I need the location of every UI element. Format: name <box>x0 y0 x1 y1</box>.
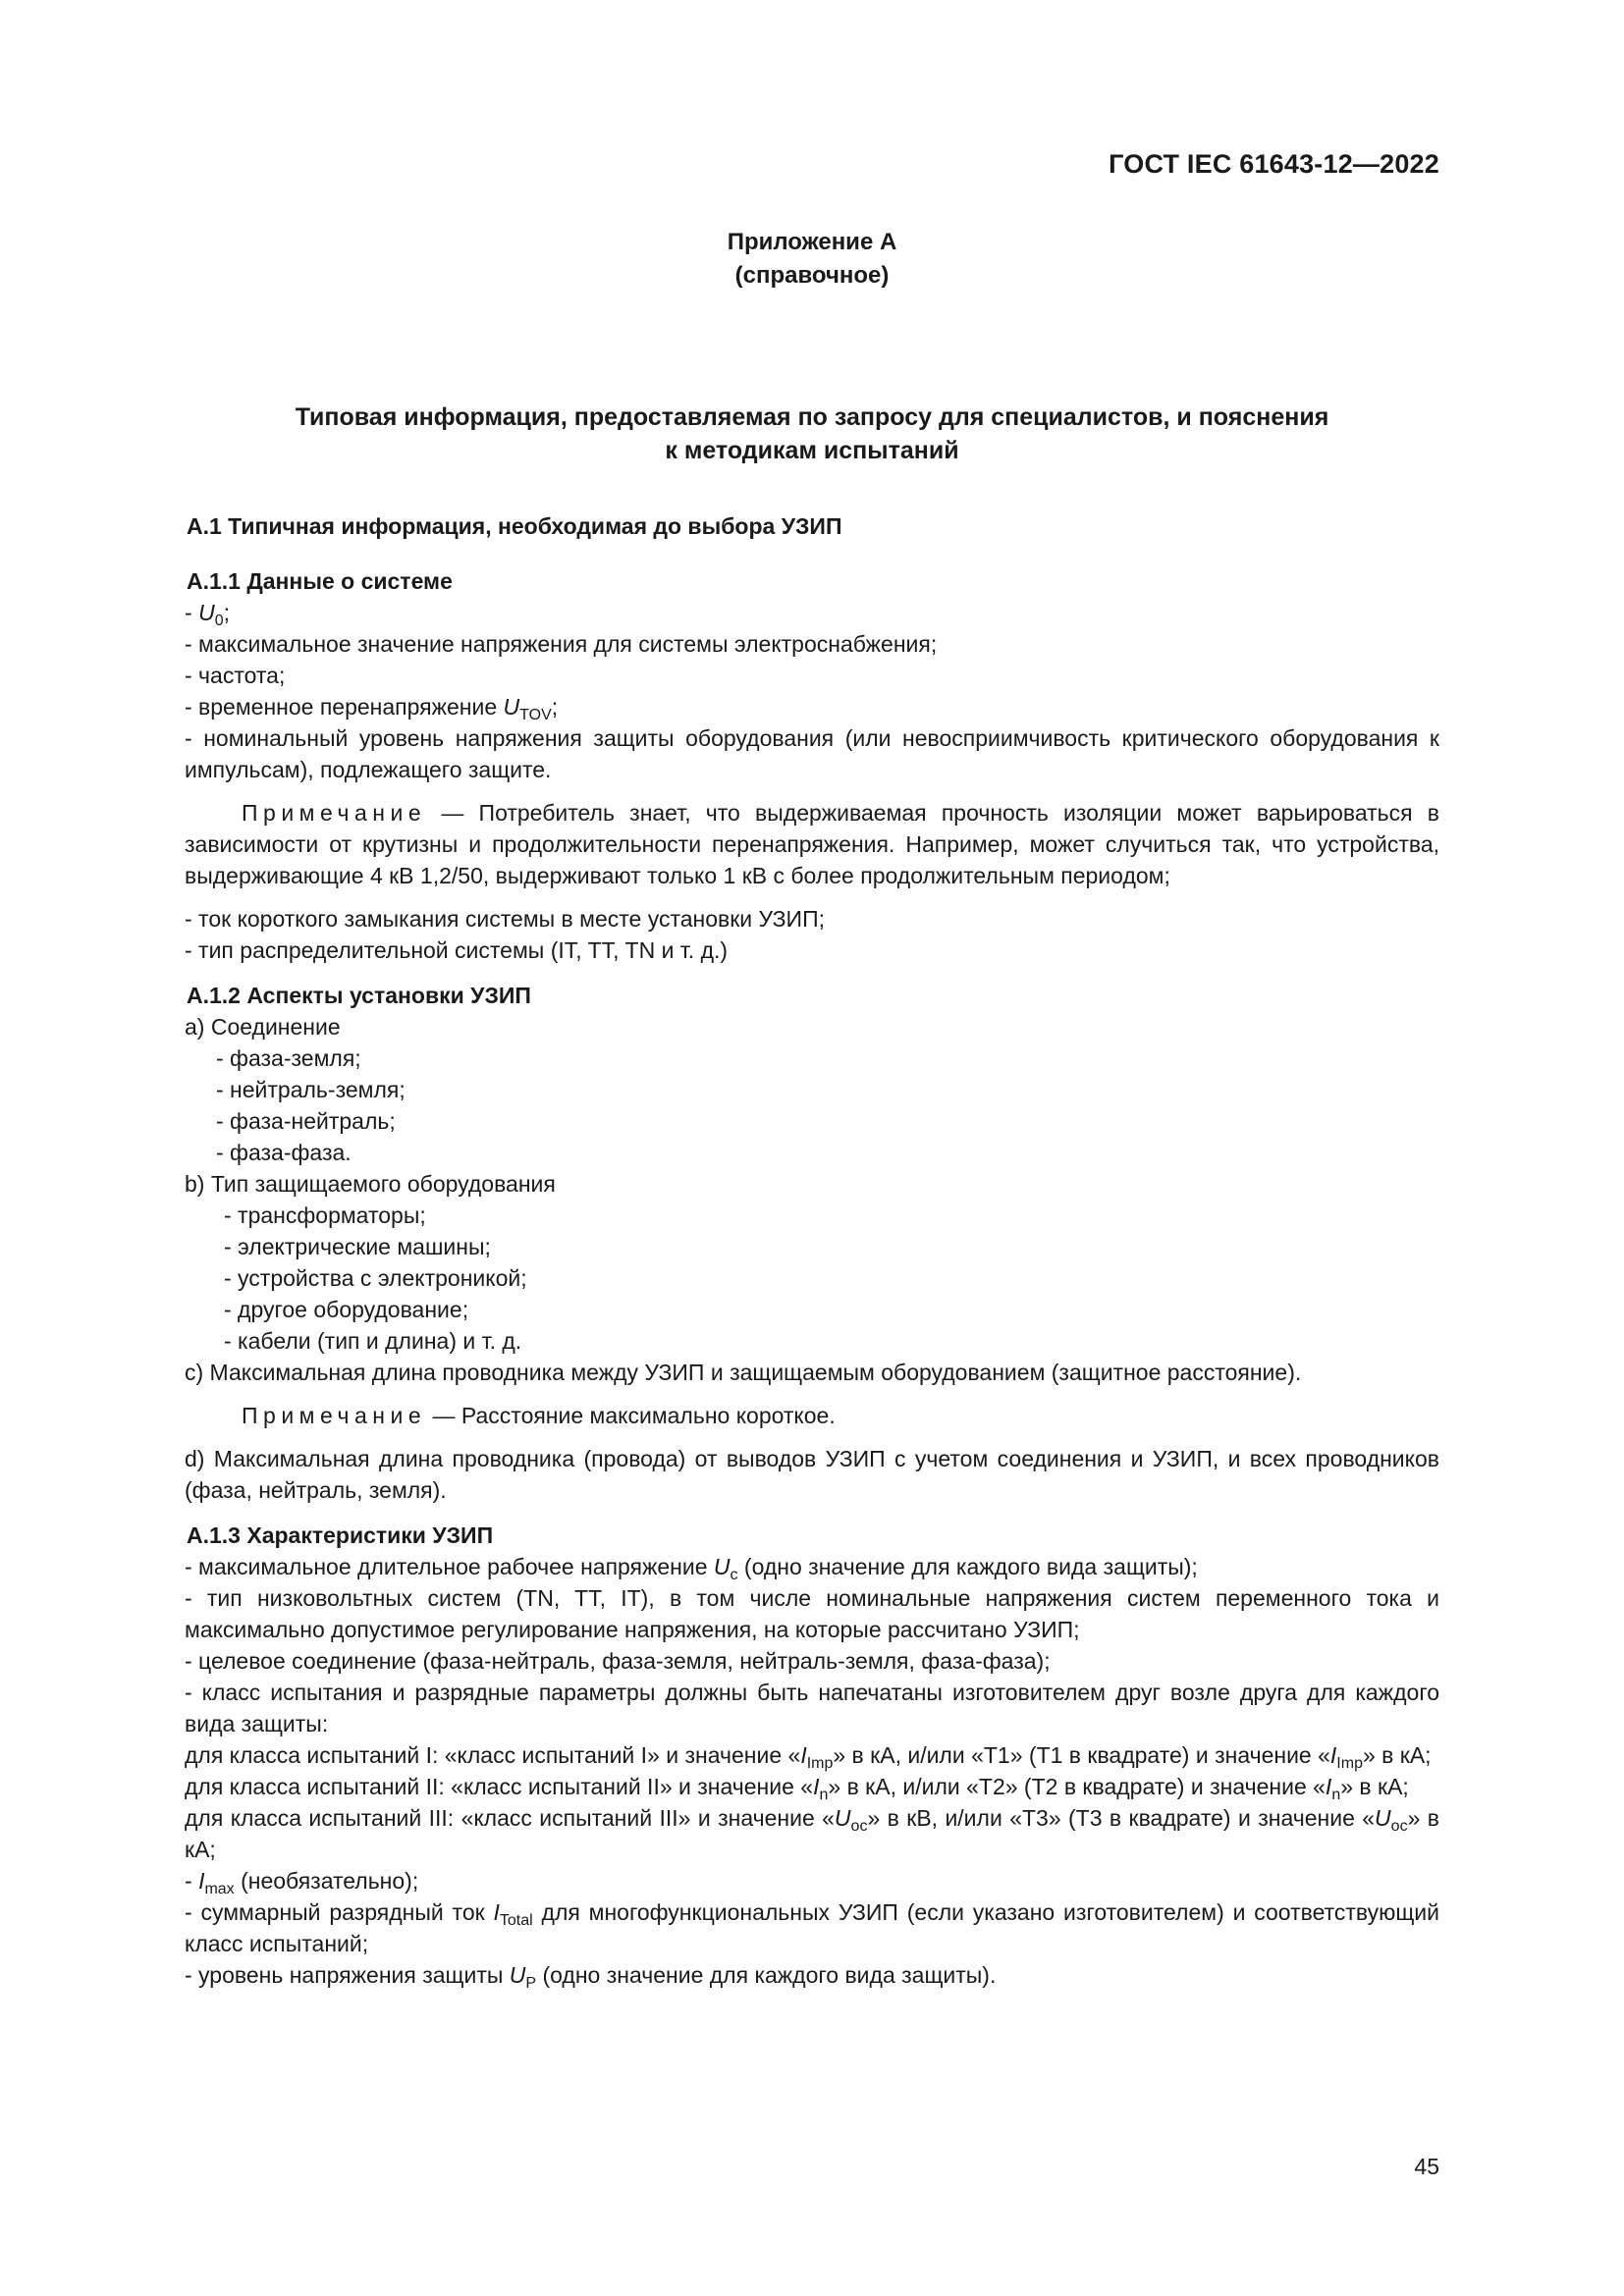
note-label: Примечание <box>242 1403 427 1428</box>
list-item-imax: - $I_{max}$ (необязательно); <box>185 1868 419 1897</box>
main-title <box>147 400 1477 467</box>
test-class-3: для класса испытаний III: «класс испытаний III» и значение «$U_{oc}$» в кВ, и/или «T3» (T3 в квадрате) и значение «$U_{oc}$» в кА; <box>185 1805 1439 1862</box>
list-item-itotal: - суммарный разрядный ток $I_{Total}$ для многофункциональных УЗИП (если указано изготовителем) и соответствующий класс испытаний; <box>185 1899 1439 1956</box>
standard-id: ГОСТ IEC 61643-12—2022 <box>1109 149 1439 179</box>
list-item: - фаза-нейтраль; <box>216 1108 396 1134</box>
list-item: - частота; <box>185 663 286 688</box>
list-item: - фаза-земля; <box>216 1045 361 1071</box>
note-a12: Примечание — Расстояние максимально короткое. <box>242 1403 836 1428</box>
section-a1-heading: А.1 Типичная информация, необходимая до выбора УЗИП <box>187 513 842 539</box>
list-item: - тип распределительной системы (IT, TT, TN и т. д.) <box>185 937 729 963</box>
enum-d: d) Максимальная длина проводника (провода) от выводов УЗИП с учетом соединения и УЗИП, и всех проводников (фаза, нейтраль, земля). <box>185 1446 1439 1503</box>
list-item: - максимальное значение напряжения для системы электроснабжения; <box>185 631 938 657</box>
list-item-up: - уровень напряжения защиты $U_P$ (одно значение для каждого вида защиты). <box>185 1962 997 1992</box>
test-class-2: для класса испытаний II: «класс испытаний II» и значение «$I_n$» в кА, и/или «T2» (T2 в квадрате) и значение «$I_n$» в кА; <box>185 1774 1409 1803</box>
list-item-u0: - $U_0$; <box>185 600 230 629</box>
test-class-1: для класса испытаний I: «класс испытаний I» и значение «$I_{Imp}$» в кА, и/или «T1» (T1 в квадрате) и значение «$I_{Imp}$» в кА; <box>185 1742 1432 1772</box>
list-item: - целевое соединение (фаза-нейтраль, фаза-земля, нейтраль-земля, фаза-фаза); <box>185 1648 1051 1674</box>
appendix-title: Приложение А <box>727 229 897 255</box>
appendix-heading <box>0 226 1624 293</box>
enum-c: c) Максимальная длина проводника между УЗИП и защищаемым оборудованием (защитное расстояние). <box>185 1360 1302 1385</box>
list-item-uc: - максимальное длительное рабочее напряжение $U_c$ (одно значение для каждого вида защиты); <box>185 1554 1198 1583</box>
section-a13-heading: А.1.3 Характеристики УЗИП <box>187 1522 494 1548</box>
section-a11-heading: А.1.1 Данные о системе <box>187 568 453 594</box>
appendix-kind: (справочное) <box>734 262 890 289</box>
list-item: - другое оборудование; <box>224 1297 469 1322</box>
list-item: - фаза-фаза. <box>216 1140 352 1165</box>
note-a11: Примечание — Потребитель знает, что выдерживаемая прочность изоляции может варьироваться в зависимости от крутизны и продолжительности перенапряжения. Например, может случиться так, что устройства, выдерживающие 4 кВ 1,2/50, выдерживают только 1 кВ с более продолжительным периодом; <box>185 800 1439 888</box>
list-item: - кабели (тип и длина) и т. д. <box>224 1328 522 1354</box>
note-label: Примечание <box>242 800 427 826</box>
list-item-utov: - временное перенапряжение $U_{TOV}$; <box>185 694 559 723</box>
enum-a: a) Соединение <box>185 1014 341 1040</box>
main-title-line-1: Типовая информация, предоставляемая по запросу для специалистов, и пояснения <box>295 403 1329 431</box>
body-text <box>185 510 1439 1991</box>
list-item: - электрические машины; <box>224 1234 491 1259</box>
page-number: 45 <box>1414 2154 1439 2179</box>
section-a12-heading: А.1.2 Аспекты установки УЗИП <box>187 983 531 1008</box>
list-item: - устройства с электроникой; <box>224 1265 527 1291</box>
list-item: - ток короткого замыкания системы в месте установки УЗИП; <box>185 906 825 932</box>
list-item: - тип низковольтных систем (TN, TT, IT), в том числе номинальные напряжения систем переменного тока и максимально допустимое регулирование напряжения, на которые рассчитано УЗИП; <box>185 1585 1439 1642</box>
list-item: - нейтраль-земля; <box>216 1077 406 1102</box>
list-item: - класс испытания и разрядные параметры должны быть напечатаны изготовителем друг возле друга для каждого вида защиты: <box>185 1680 1439 1736</box>
enum-b: b) Тип защищаемого оборудования <box>185 1171 556 1197</box>
list-item: - номинальный уровень напряжения защиты оборудования (или невосприимчивость критического оборудования к импульсам), подлежащего защите. <box>185 725 1439 782</box>
main-title-line-2: к методикам испытаний <box>665 437 959 464</box>
list-item: - трансформаторы; <box>224 1202 426 1228</box>
